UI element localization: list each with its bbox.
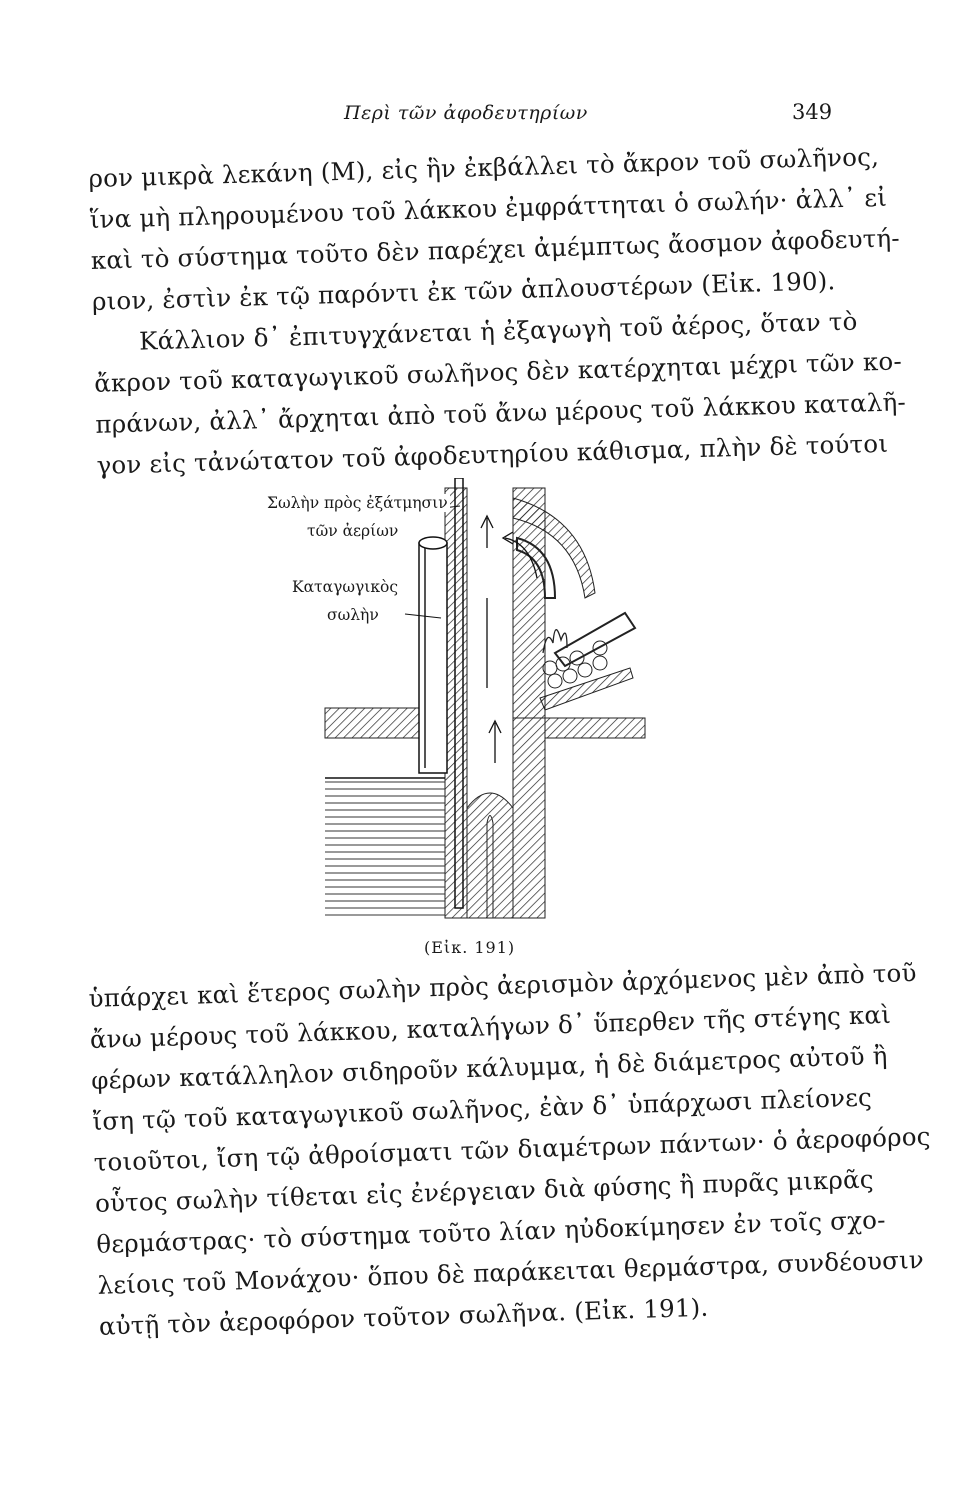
text-line: ριον, ἐστὶν ἐκ τῷ παρόντι ἐκ τῶν ἁπλουστέρων (Εἰκ. 190). <box>91 266 836 316</box>
text-line: φέρων κατάλληλον σιδηροῦν κάλυμμα, ἡ δὲ διάμετρος αὐτοῦ ἢ <box>90 1040 888 1095</box>
label-downpipe-2: σωλὴν <box>327 606 379 624</box>
text-line: γον εἰς τἀνώτατον τοῦ ἀφοδευτηρίου κάθισμα, πλὴν δὲ τούτοι <box>96 428 889 480</box>
ventilation-figure <box>255 478 655 928</box>
text-line: τοιοῦτοι, ἴση τῷ ἀθροίσματι τῶν διαμέτρων πάντων· ὁ ἀεροφόρος <box>93 1121 931 1177</box>
flames <box>543 630 567 653</box>
running-head: Περὶ τῶν ἀφοδευτηρίων <box>344 102 588 124</box>
masonry-walls <box>325 488 645 918</box>
figure-caption: (Εἰκ. 191) <box>424 938 516 957</box>
paragraph-bottom <box>88 952 936 1347</box>
text-line: λείοις τοῦ Μονάχου· ὅπου δὲ παράκειται θερμάστρα, συνδέουσιν <box>97 1244 925 1300</box>
text-line: ὑπάρχει καὶ ἕτερος σωλὴν πρὸς ἀερισμὸν ἀρχόμενος μὲν ἀπὸ τοῦ <box>88 957 918 1013</box>
text-line: ἄνω μέρους τοῦ λάκκου, καταλήγων δ᾽ ὕπερθεν τῆς στέγης καὶ <box>89 999 892 1054</box>
page-number: 349 <box>792 100 833 124</box>
text-line: θερμάστρας· τὸ σύστημα τοῦτο λίαν ηὐδοκίμησεν ἐν τοῖς σχο- <box>95 1205 886 1259</box>
label-exhaust-pipe-2: τῶν ἀερίων <box>307 522 399 540</box>
paragraph-top <box>88 135 908 486</box>
text-line: ἵνα μὴ πληρουμένου τοῦ λάκκου ἐμφράττηται ὁ σωλήν· ἀλλ᾽ εἰ <box>89 182 888 234</box>
text-line: ἄκρον τοῦ καταγωγικοῦ σωλῆνος δὲν κατέρχηται μέχρι τῶν κο- <box>93 346 903 398</box>
text-line: οὗτος σωλὴν τίθεται εἰς ἐνέργειαν διὰ φύσης ἢ πυρᾶς μικρᾶς <box>94 1164 875 1218</box>
label-exhaust-pipe: Σωλὴν πρὸς ἐξάτμησιν <box>267 494 448 512</box>
label-downpipe: Καταγωγικὸς <box>292 578 399 596</box>
text-line: πράνων, ἀλλ᾽ ἄρχηται ἀπὸ τοῦ ἄνω μέρους τοῦ λάκκου καταλῆ- <box>95 387 907 439</box>
text-line: αὐτῇ τὸν ἀεροφόρον τοῦτον σωλῆνα. (Εἰκ. 191). <box>98 1292 709 1341</box>
text-line: καὶ τὸ σύστημα τοῦτο δὲν παρέχει ἀμέμπτως ἄοσμον ἀφοδευτή- <box>90 223 901 275</box>
downpipe-cylinder <box>419 537 447 773</box>
text-line: ἴση τῷ τοῦ καταγωγικοῦ σωλῆνος, ἐὰν δ᾽ ὑπάρχωσι πλείονες <box>92 1082 873 1136</box>
text-line: ρον μικρὰ λεκάνη (Μ), εἰς ἣν ἐκβάλλει τὸ ἄκρον τοῦ σωλῆνος, <box>88 141 880 193</box>
latrine-ventilation-diagram <box>255 478 655 928</box>
text-line: Κάλλιον δ᾽ ἐπιτυγχάνεται ἡ ἐξαγωγὴ τοῦ ἀέρος, ὅταν τὸ <box>138 306 858 356</box>
